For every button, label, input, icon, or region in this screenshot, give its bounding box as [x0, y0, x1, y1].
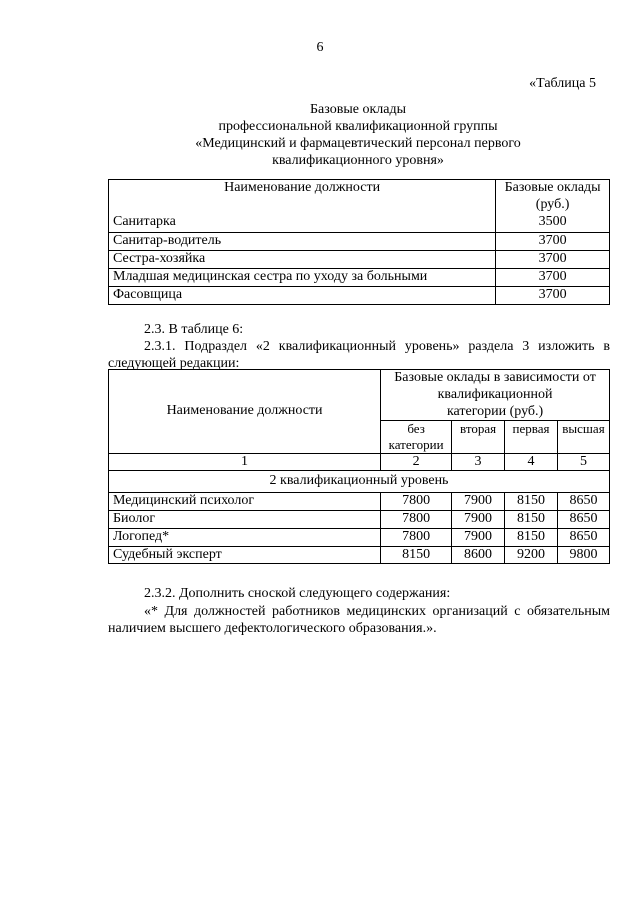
- header-group-line-1: Базовые оклады в зависимости от: [394, 370, 596, 385]
- salary-value: 3700: [496, 251, 610, 269]
- title-line-2: профессиональной квалификационной группы: [218, 119, 498, 134]
- title-line-4: квалификационного уровня»: [272, 153, 444, 168]
- header-salary-line-1: Базовые оклады: [504, 180, 601, 195]
- header-position-name: Наименование должности: [109, 370, 381, 454]
- position-name: Судебный эксперт: [109, 546, 381, 564]
- header-first-category: первая: [505, 421, 558, 453]
- header-salary-group: [381, 370, 610, 421]
- salary-no-category: 7800: [381, 510, 452, 528]
- paragraph-2-3-2: 2.3.2. Дополнить сноской следующего содержания:: [144, 586, 451, 601]
- table-row: [109, 528, 610, 546]
- table-row: [109, 251, 610, 269]
- table-5-row-0-name: Санитарка: [113, 214, 176, 230]
- salary-value: 3700: [496, 269, 610, 287]
- position-name: Младшая медицинская сестра по уходу за больными: [109, 269, 496, 287]
- position-name: Санитар-водитель: [109, 233, 496, 251]
- title-line-1: Базовые оклады: [310, 102, 406, 117]
- header-no-category: [381, 421, 452, 453]
- title-line-3: «Медицинский и фармацевтический персонал первого: [195, 136, 521, 151]
- salary-first: 9200: [505, 546, 558, 564]
- header-no-category-line-1: без: [407, 421, 425, 437]
- header-group-line-2: квалификационной: [437, 386, 553, 402]
- table-row: [109, 269, 610, 287]
- salary-no-category: 7800: [381, 493, 452, 511]
- table-row: [109, 287, 610, 305]
- salary-no-category: 7800: [381, 528, 452, 546]
- header-salary: [496, 180, 610, 233]
- table-row: [109, 233, 610, 251]
- salary-value: 3700: [496, 287, 610, 305]
- salary-second: 7900: [452, 510, 505, 528]
- table-row: [109, 493, 610, 511]
- salary-second: 7900: [452, 528, 505, 546]
- table-row: [109, 510, 610, 528]
- salary-first: 8150: [505, 493, 558, 511]
- salary-no-category: 8150: [381, 546, 452, 564]
- position-name: Сестра-хозяйка: [109, 251, 496, 269]
- table-title: [108, 101, 608, 169]
- header-second-category: вторая: [452, 421, 505, 453]
- table-6-column-numbers: [109, 453, 610, 471]
- table-5-header: [109, 180, 610, 233]
- table-5-row-0-salary: 3500: [538, 213, 567, 229]
- position-name: Биолог: [109, 510, 381, 528]
- column-number: 1: [109, 453, 381, 471]
- header-no-category-line-2: категории: [388, 436, 444, 452]
- header-highest-category: высшая: [557, 421, 609, 453]
- table-6: [108, 369, 610, 564]
- salary-first: 8150: [505, 510, 558, 528]
- table-reference: «Таблица 5: [529, 76, 596, 91]
- paragraph-2-3: 2.3. В таблице 6:: [144, 322, 244, 337]
- salary-second: 8600: [452, 546, 505, 564]
- salary-highest: 9800: [557, 546, 609, 564]
- column-number: 2: [381, 453, 452, 471]
- column-number: 5: [557, 453, 609, 471]
- position-name: Логопед*: [109, 528, 381, 546]
- column-number: 3: [452, 453, 505, 471]
- table-5: [108, 179, 610, 305]
- header-salary-line-2: (руб.): [535, 196, 570, 212]
- table-6-header-row-1: [109, 370, 610, 421]
- paragraph-2-3-1: 2.3.1. Подраздел «2 квалификационный уровень» раздела 3 изложить в следующей редакции:: [108, 339, 610, 371]
- table-6-section-row: [109, 471, 610, 493]
- salary-highest: 8650: [557, 510, 609, 528]
- table-row: [109, 546, 610, 564]
- header-group-line-3: категории (руб.): [446, 403, 544, 419]
- footnote-text: «* Для должностей работников медицинских организаций с обязательным наличием высшего дефектологического образования.».: [108, 604, 610, 636]
- header-position-name-text: Наименование должности: [224, 180, 381, 195]
- salary-value: 3700: [496, 233, 610, 251]
- salary-highest: 8650: [557, 493, 609, 511]
- salary-first: 8150: [505, 528, 558, 546]
- position-name: Фасовщица: [109, 287, 496, 305]
- column-number: 4: [505, 453, 558, 471]
- header-position-name: [109, 180, 496, 233]
- position-name: Медицинский психолог: [109, 493, 381, 511]
- section-title: 2 квалификационный уровень: [109, 471, 610, 493]
- salary-highest: 8650: [557, 528, 609, 546]
- salary-second: 7900: [452, 493, 505, 511]
- page-number: 6: [316, 40, 324, 55]
